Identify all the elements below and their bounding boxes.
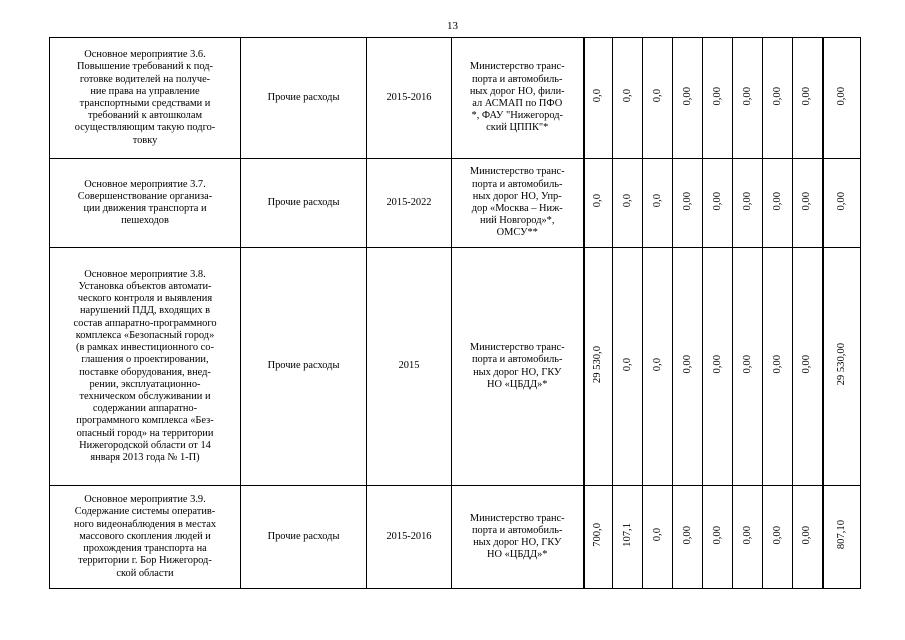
executor-cell-line: ОМСУ** <box>496 227 538 239</box>
activity-name-cell-line: поставке оборудования, внед- <box>79 366 211 378</box>
executor-cell-line: ных дорог НО, Упр- <box>472 190 562 202</box>
amount-cell <box>673 248 703 486</box>
amount-value: 29 530,0 <box>592 345 604 383</box>
expense-type-cell: Прочие расходы <box>241 159 367 248</box>
executor-cell-line: Министерство транс- <box>469 512 565 524</box>
executor-cell-line: порта и автомобиль- <box>471 354 563 366</box>
amount-cell <box>793 38 823 159</box>
program-activities-table <box>49 37 861 589</box>
amount-value: 0,00 <box>711 191 723 211</box>
activity-name-cell-line: глашения о проектировании, <box>81 354 209 366</box>
executor-cell <box>452 486 584 589</box>
amount-cell <box>613 38 643 159</box>
period-cell: 2015-2016 <box>367 486 452 589</box>
amount-value: 0,00 <box>771 355 783 374</box>
amount-value: 29 530,00 <box>835 343 847 386</box>
activity-name-cell-line: ние права на управление <box>90 85 200 97</box>
activity-name-cell-line: Повышение требований к под- <box>77 61 213 73</box>
period-cell: 2015-2016 <box>367 38 452 159</box>
activity-name-cell-line: транспортными средствами и <box>79 98 211 109</box>
period-cell: 2015-2022 <box>367 159 452 248</box>
activity-name-cell-line: Совершенствование организа- <box>77 190 213 202</box>
executor-cell-line: *, ФАУ "Нижегород- <box>471 110 563 122</box>
activity-name-cell <box>50 159 241 248</box>
amount-cell <box>763 38 793 159</box>
activity-name-cell-line: территории г. Бор Нижегород- <box>78 555 212 567</box>
activity-name-cell-line: состав аппаратно-программного <box>73 317 217 329</box>
executor-cell-line: Министерство транс- <box>469 342 565 354</box>
activity-name-cell-line: пешеходов <box>121 215 169 227</box>
amount-value: 0,0 <box>651 194 663 208</box>
executor-cell-line: дор «Москва – Ниж- <box>471 203 563 214</box>
table-body <box>50 38 861 589</box>
executor-cell-line: порта и автомобиль- <box>471 524 563 536</box>
amount-value: 807,10 <box>835 520 847 550</box>
amount-cell <box>763 248 793 486</box>
amount-cell <box>733 486 763 589</box>
amount-value: 0,00 <box>771 86 783 106</box>
amount-cell <box>613 486 643 589</box>
amount-cell <box>673 486 703 589</box>
activity-name-cell-line: содержании аппаратно- <box>92 403 198 415</box>
activity-name-cell-line: опасный город» на территории <box>76 427 214 439</box>
activity-name-cell-line: требований к автошколам <box>87 110 203 122</box>
executor-cell <box>452 159 584 248</box>
activity-name-cell-line: ного видеонаблюдения в местах <box>73 518 217 530</box>
activity-name-cell-line: прохождения транспорта на <box>83 543 207 555</box>
page-number: 13 <box>447 20 458 32</box>
executor-cell-line: НО «ЦБДД»* <box>487 549 548 561</box>
amount-value: 0,00 <box>771 525 783 545</box>
period-cell: 2015 <box>367 248 452 486</box>
amount-value: 0,0 <box>592 194 604 208</box>
amount-cell <box>823 38 861 159</box>
amount-value: 0,00 <box>681 355 693 374</box>
amount-cell <box>823 159 861 248</box>
activity-name-cell-line: Основное мероприятие 3.8. <box>84 268 206 280</box>
amount-cell <box>793 248 823 486</box>
amount-cell <box>643 486 673 589</box>
amount-cell <box>823 486 861 589</box>
amount-value: 0,00 <box>835 191 847 211</box>
executor-cell-line: ский ЦППК"* <box>486 122 549 134</box>
executor-cell <box>452 248 584 486</box>
amount-cell <box>703 38 733 159</box>
amount-cell <box>643 38 673 159</box>
executor-cell-line: ал АСМАП по ПФО <box>472 98 563 109</box>
amount-cell <box>763 159 793 248</box>
executor-cell-line: Министерство транс- <box>469 166 565 178</box>
amount-cell <box>793 159 823 248</box>
amount-value: 0,0 <box>651 528 663 542</box>
amount-value: 0,00 <box>711 525 723 545</box>
amount-cell <box>703 159 733 248</box>
amount-value: 0,00 <box>741 355 753 374</box>
activity-name-cell-line: Основное мероприятие 3.7. <box>84 178 206 190</box>
expense-type-cell: Прочие расходы <box>241 486 367 589</box>
amount-cell <box>673 159 703 248</box>
amount-cell <box>733 159 763 248</box>
amount-value: 0,00 <box>835 86 847 106</box>
table-row <box>50 248 861 486</box>
activity-name-cell-line: ции движения транспорта и <box>83 203 207 214</box>
activity-name-cell-line: Нижегородской области от 14 <box>79 439 211 451</box>
amount-value: 0,0 <box>651 357 663 372</box>
activity-name-cell-line: нарушений ПДД, входящих в <box>79 305 211 317</box>
activity-name-cell-line: готовке водителей на получе- <box>79 73 211 85</box>
amount-value: 0,00 <box>801 86 813 106</box>
executor-cell-line: Министерство транс- <box>469 61 565 73</box>
amount-value: 0,00 <box>741 86 753 106</box>
activity-name-cell-line: (в рамках инвестиционного со- <box>76 342 214 354</box>
amount-cell <box>584 248 613 486</box>
executor-cell <box>452 38 584 159</box>
amount-value: 0,0 <box>651 89 663 103</box>
activity-name-cell-line: Установка объектов автомати- <box>78 281 212 293</box>
amount-value: 0,0 <box>621 194 633 208</box>
amount-cell <box>763 486 793 589</box>
executor-cell-line: порта и автомобиль- <box>471 178 563 190</box>
activity-name-cell-line: товку <box>132 134 158 146</box>
activity-name-cell-line: января 2013 года № 1-П) <box>90 451 200 463</box>
amount-value: 0,00 <box>771 191 783 211</box>
activity-name-cell-line: программного комплекса «Без- <box>76 415 214 427</box>
activity-name-cell-line: Содержание системы оператив- <box>74 506 216 518</box>
activity-name-cell-line: техническом обслуживании и <box>79 390 211 402</box>
amount-cell <box>613 248 643 486</box>
amount-cell <box>733 248 763 486</box>
amount-value: 0,00 <box>681 86 693 106</box>
amount-value: 0,00 <box>801 191 813 211</box>
activity-name-cell <box>50 486 241 589</box>
amount-value: 0,0 <box>621 89 633 103</box>
activity-name-cell-line: комплекса «Безопасный город» <box>75 329 215 341</box>
expense-type-cell: Прочие расходы <box>241 38 367 159</box>
amount-value: 107,1 <box>621 522 633 547</box>
activity-name-cell-line: ской области <box>116 567 174 579</box>
amount-value: 0,00 <box>681 525 693 545</box>
amount-value: 700,0 <box>592 522 604 547</box>
activity-name-cell-line: осуществляющим такую подго- <box>74 122 216 134</box>
table-row <box>50 486 861 589</box>
activity-name-cell-line: Основное мероприятие 3.9. <box>84 494 206 506</box>
amount-cell <box>703 248 733 486</box>
activity-name-cell-line: рении, эксплуатационно- <box>89 378 201 390</box>
executor-cell-line: порта и автомобиль- <box>471 73 563 85</box>
amount-cell <box>643 159 673 248</box>
amount-value: 0,00 <box>711 86 723 106</box>
amount-value: 0,00 <box>741 525 753 545</box>
executor-cell-line: ных дорог НО, ГКУ <box>473 366 562 378</box>
amount-cell <box>823 248 861 486</box>
amount-cell <box>643 248 673 486</box>
amount-value: 0,00 <box>681 191 693 211</box>
amount-cell <box>584 486 613 589</box>
amount-cell <box>733 38 763 159</box>
executor-cell-line: ний Новгород»*, <box>480 215 555 227</box>
amount-cell <box>613 159 643 248</box>
activity-name-cell-line: массового скопления людей и <box>79 530 211 542</box>
amount-value: 0,00 <box>711 355 723 374</box>
table-row <box>50 38 861 159</box>
executor-cell-line: НО «ЦБДД»* <box>487 378 548 390</box>
amount-value: 0,00 <box>801 525 813 545</box>
amount-cell <box>584 38 613 159</box>
activity-name-cell <box>50 38 241 159</box>
activity-name-cell <box>50 248 241 486</box>
executor-cell-line: ных дорог НО, ГКУ <box>473 537 562 548</box>
amount-value: 0,0 <box>592 89 604 103</box>
amount-cell <box>673 38 703 159</box>
table-row <box>50 159 861 248</box>
amount-value: 0,0 <box>621 357 633 372</box>
expense-type-cell: Прочие расходы <box>241 248 367 486</box>
amount-cell <box>703 486 733 589</box>
amount-value: 0,00 <box>741 191 753 211</box>
activity-name-cell-line: ческого контроля и выявления <box>77 293 213 305</box>
executor-cell-line: ных дорог НО, фили- <box>469 85 565 97</box>
amount-value: 0,00 <box>801 355 813 374</box>
activity-name-cell-line: Основное мероприятие 3.6. <box>84 49 206 61</box>
amount-cell <box>584 159 613 248</box>
amount-cell <box>793 486 823 589</box>
